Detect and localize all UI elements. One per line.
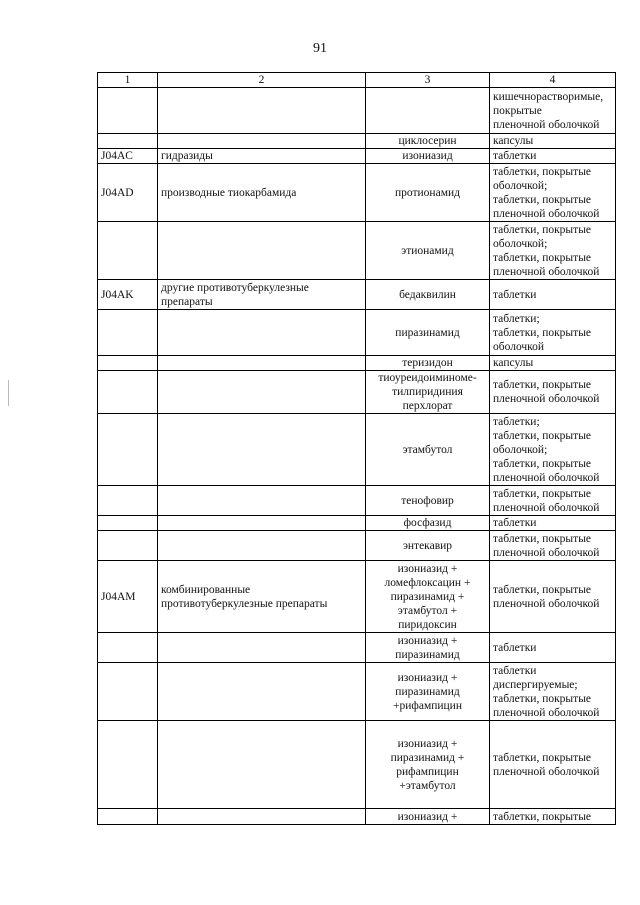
cell-code [98,531,158,561]
header-col-3: 3 [366,73,490,88]
cell-code [98,663,158,721]
cell-group [158,516,366,531]
cell-form: капсулы [490,356,616,371]
cell-inn: циклосерин [366,134,490,149]
table-row [98,164,616,222]
cell-form: таблетки, покрытые пленочной оболочкой [490,561,616,633]
table-row [98,486,616,516]
cell-form: таблетки диспергируемые; таблетки, покрытые пленочной оболочкой [490,663,616,721]
table-row [98,222,616,280]
cell-group: гидразиды [158,149,366,164]
table-row [98,134,616,149]
cell-inn: энтекавир [366,531,490,561]
cell-inn: этамбутол [366,414,490,486]
cell-group [158,371,366,414]
page-number: 91 [313,41,327,56]
cell-code: J04AC [98,149,158,164]
cell-code [98,134,158,149]
cell-group: комбинированные противотуберкулезные препараты [158,561,366,633]
cell-inn: тиоуреидоиминоме- тилпиридиния перхлорат [366,371,490,414]
cell-group [158,222,366,280]
cell-inn: тенофовир [366,486,490,516]
header-col-1: 1 [98,73,158,88]
cell-form: таблетки, покрытые оболочкой; таблетки, покрытые пленочной оболочкой [490,164,616,222]
cell-group: другие противотуберкулезные препараты [158,280,366,310]
cell-inn: изониазид + [366,809,490,825]
cell-form: таблетки, покрытые пленочной оболочкой [490,371,616,414]
cell-inn [366,88,490,134]
cell-code [98,414,158,486]
cell-form: таблетки, покрытые пленочной оболочкой [490,721,616,809]
cell-inn: бедаквилин [366,280,490,310]
cell-code [98,356,158,371]
table-row [98,809,616,825]
table-row [98,88,616,134]
cell-group [158,486,366,516]
cell-group [158,721,366,809]
drug-table [97,72,616,825]
cell-inn: теризидон [366,356,490,371]
cell-inn: изониазид + пиразинамид + рифампицин +этамбутол [366,721,490,809]
cell-group [158,356,366,371]
table-row [98,561,616,633]
table-row [98,310,616,356]
cell-group [158,414,366,486]
cell-inn: этионамид [366,222,490,280]
cell-inn: фосфазид [366,516,490,531]
cell-form: таблетки [490,149,616,164]
cell-group: производные тиокарбамида [158,164,366,222]
table-row [98,516,616,531]
cell-form: таблетки, покрытые оболочкой; таблетки, покрытые пленочной оболочкой [490,222,616,280]
table-row [98,414,616,486]
cell-code [98,88,158,134]
cell-group [158,310,366,356]
cell-inn: протионамид [366,164,490,222]
cell-form: таблетки, покрытые [490,809,616,825]
cell-inn: изониазид + пиразинамид +рифампицин [366,663,490,721]
cell-code [98,516,158,531]
cell-group [158,809,366,825]
cell-form: таблетки [490,516,616,531]
cell-code [98,486,158,516]
cell-code [98,371,158,414]
cell-group [158,663,366,721]
table-row [98,371,616,414]
table-row [98,149,616,164]
scan-edge-mark [8,380,9,406]
table-row [98,356,616,371]
cell-code [98,222,158,280]
cell-code: J04AD [98,164,158,222]
cell-code [98,633,158,663]
cell-form: таблетки, покрытые пленочной оболочкой [490,531,616,561]
cell-group [158,633,366,663]
cell-inn: изониазид [366,149,490,164]
cell-code [98,310,158,356]
cell-code: J04AM [98,561,158,633]
table-row [98,531,616,561]
table-row [98,721,616,809]
table-header-row [98,73,616,88]
header-col-2: 2 [158,73,366,88]
cell-form: таблетки; таблетки, покрытые оболочкой [490,310,616,356]
header-col-4: 4 [490,73,616,88]
table-row [98,663,616,721]
cell-form: таблетки, покрытые пленочной оболочкой [490,486,616,516]
cell-code: J04AK [98,280,158,310]
cell-group [158,134,366,149]
cell-code [98,721,158,809]
cell-code [98,809,158,825]
cell-form: таблетки [490,280,616,310]
cell-inn: пиразинамид [366,310,490,356]
table-row [98,633,616,663]
cell-form: таблетки; таблетки, покрытые оболочкой; таблетки, покрытые пленочной оболочкой [490,414,616,486]
cell-inn: изониазид + пиразинамид [366,633,490,663]
table-row [98,280,616,310]
cell-group [158,88,366,134]
cell-form: кишечнорастворимые, покрытые пленочной оболочкой [490,88,616,134]
cell-form: капсулы [490,134,616,149]
cell-inn: изониазид + ломефлоксацин + пиразинамид + этамбутол + пиридоксин [366,561,490,633]
cell-group [158,531,366,561]
cell-form: таблетки [490,633,616,663]
